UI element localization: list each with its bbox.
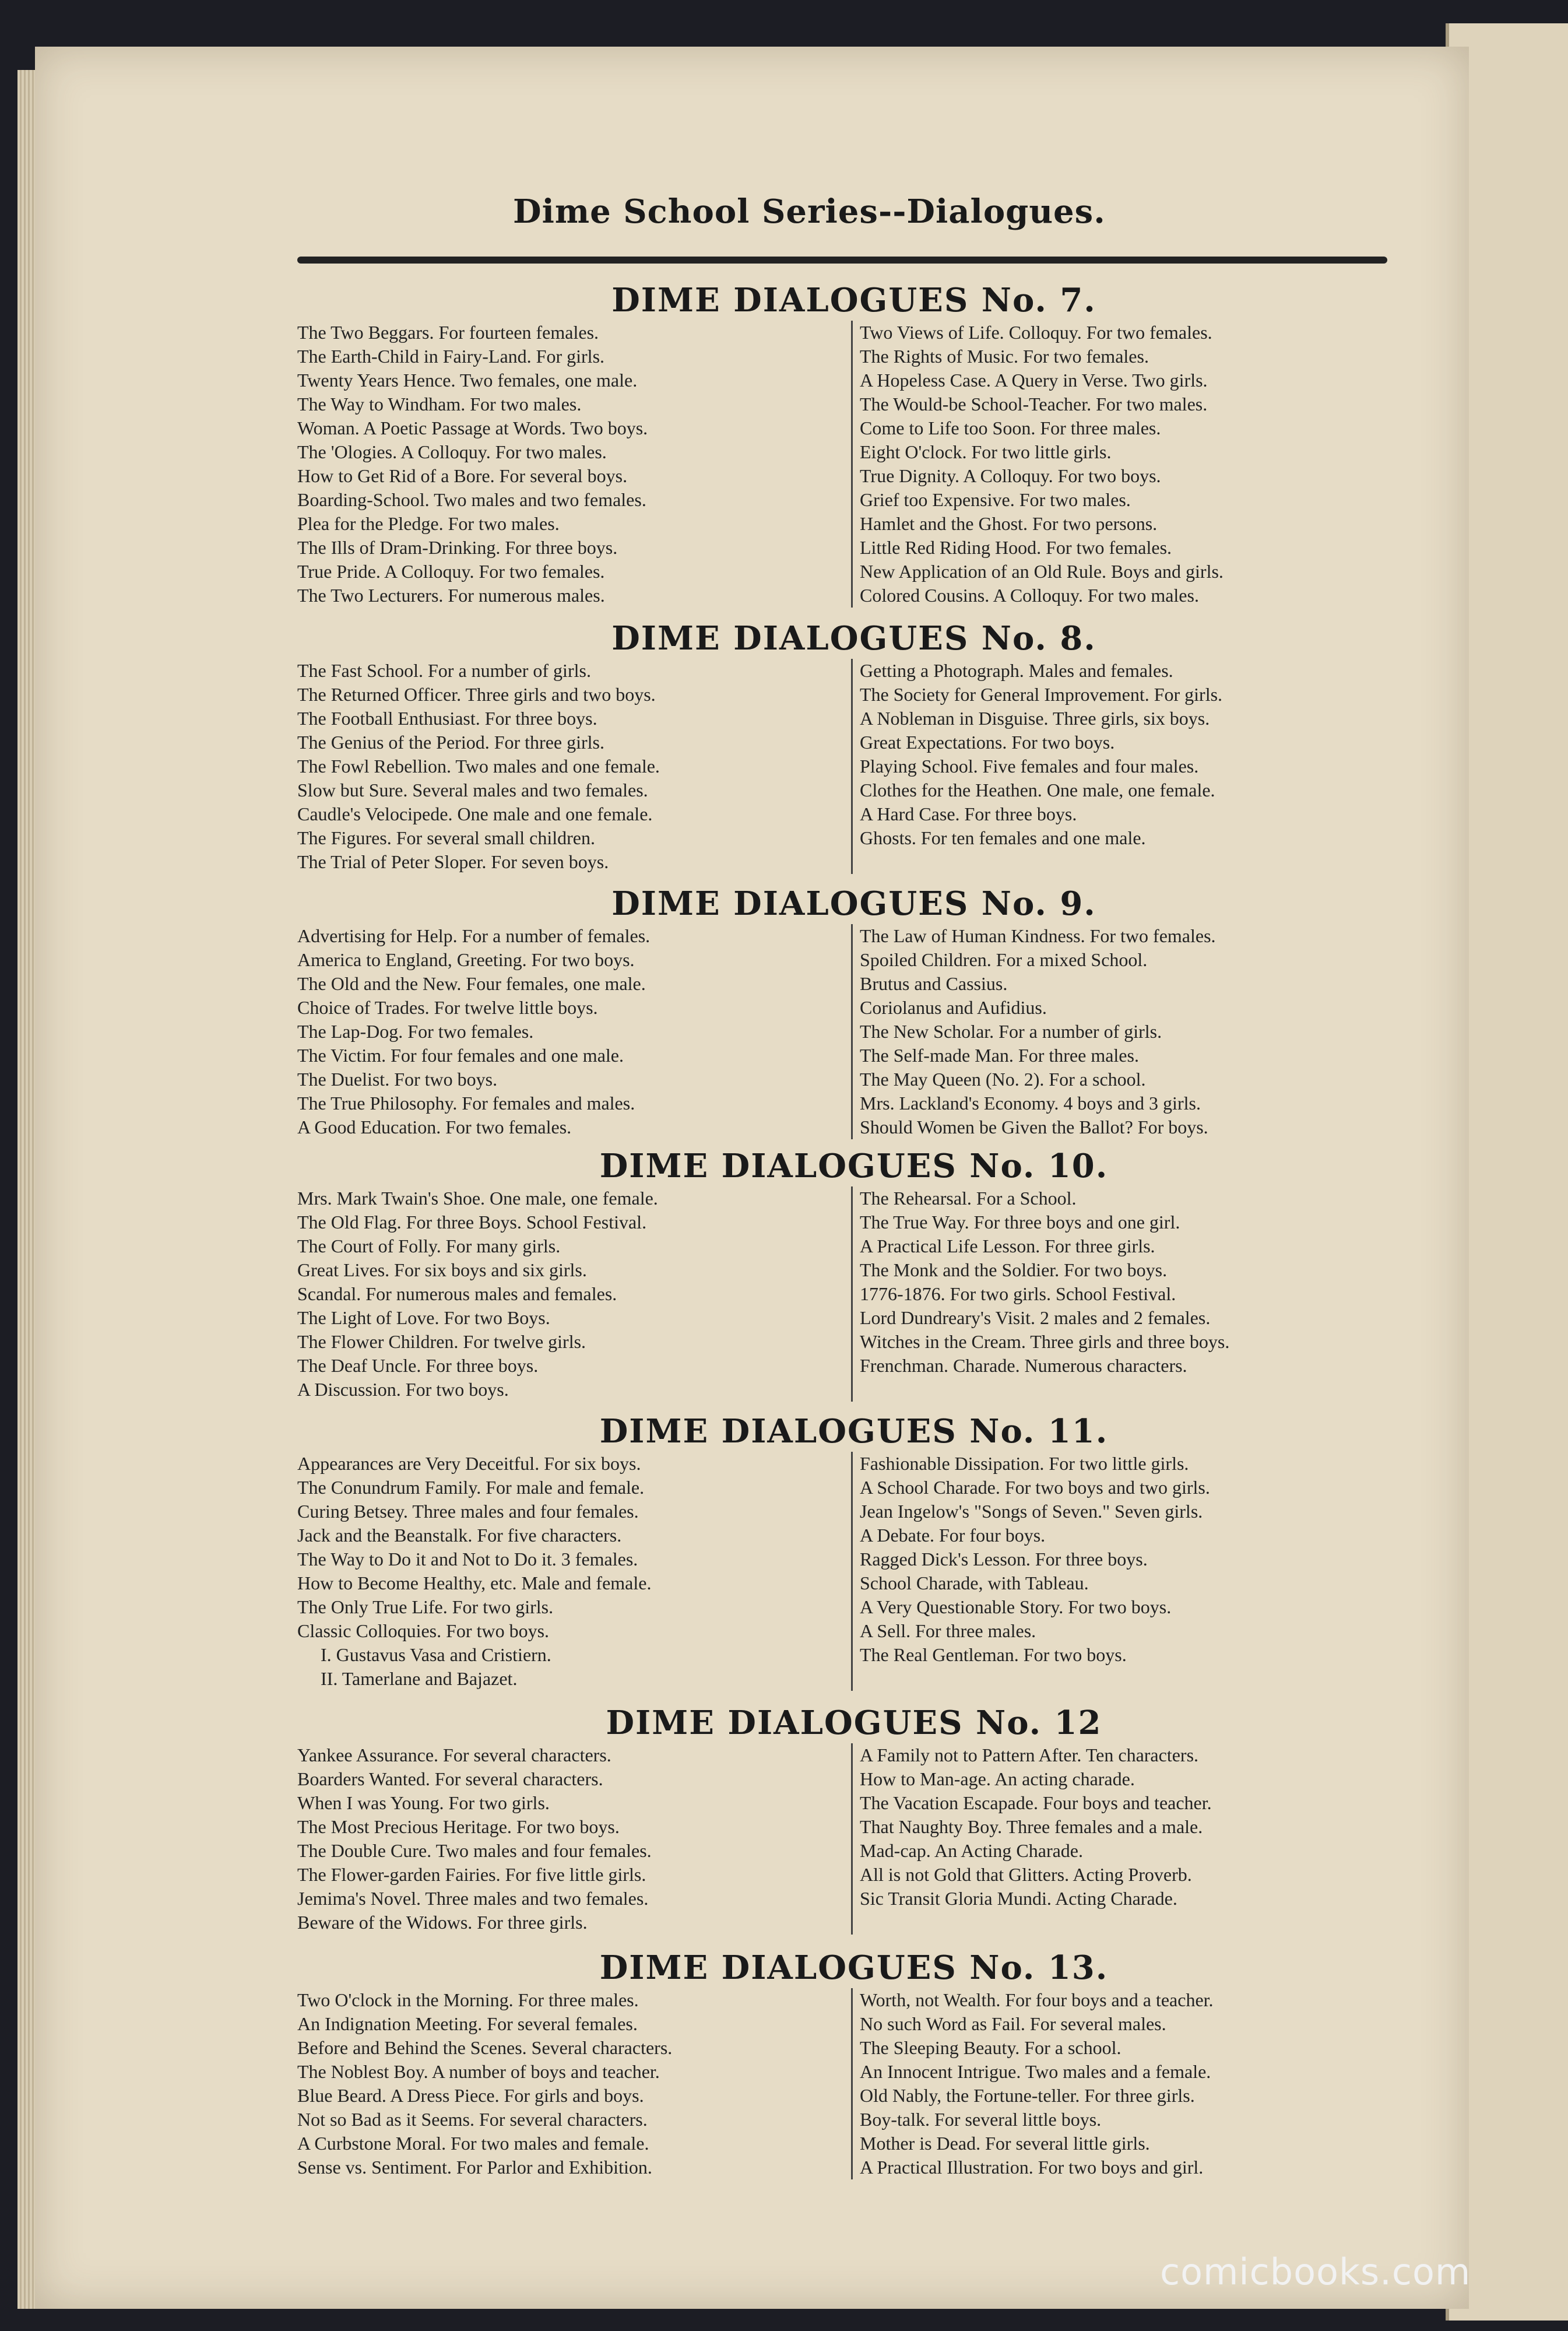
list-item: Boarding-School. Two males and two females.: [297, 489, 646, 510]
list-item: The Flower Children. For twelve girls.: [297, 1331, 586, 1352]
list-item: The Rehearsal. For a School.: [860, 1188, 1077, 1209]
list-item: Ragged Dick's Lesson. For three boys.: [860, 1549, 1148, 1570]
list-item: A Practical Life Lesson. For three girls.: [860, 1235, 1155, 1256]
list-item: The Society for General Improvement. For girls.: [860, 684, 1223, 705]
right-column: [851, 659, 1408, 874]
list-item: Boarders Wanted. For several characters.: [297, 1768, 603, 1789]
list-item: Lord Dundreary's Visit. 2 males and 2 females.: [860, 1307, 1211, 1328]
list-item: School Charade, with Tableau.: [860, 1572, 1089, 1593]
page-header: Dime School Series--Dialogues.: [513, 192, 1106, 231]
list-item: 1776-1876. For two girls. School Festival.: [860, 1283, 1176, 1304]
list-item: Advertising for Help. For a number of females.: [297, 925, 651, 946]
left-column: [297, 1743, 851, 1935]
list-item: The Lap-Dog. For two females.: [297, 1021, 534, 1042]
list-item: The Deaf Uncle. For three boys.: [297, 1355, 539, 1376]
list-item: The Earth-Child in Fairy-Land. For girls.: [297, 346, 605, 367]
list-item: Jack and the Beanstalk. For five characters.: [297, 1525, 622, 1546]
list-item: I. Gustavus Vasa and Cristiern.: [321, 1644, 551, 1665]
list-item: Slow but Sure. Several males and two females.: [297, 780, 648, 801]
list-item: The May Queen (No. 2). For a school.: [860, 1069, 1146, 1090]
section-no-10: [297, 1146, 1411, 1402]
list-item: How to Man-age. An acting charade.: [860, 1768, 1135, 1789]
section-title: DIME DIALOGUES No. 9.: [611, 884, 1096, 923]
list-item: Come to Life too Soon. For three males.: [860, 417, 1161, 438]
list-item: Witches in the Cream. Three girls and three boys.: [860, 1331, 1230, 1352]
list-item: Coriolanus and Aufidius.: [860, 997, 1047, 1018]
section-title: DIME DIALOGUES No. 12: [606, 1704, 1102, 1742]
list-item: Beware of the Widows. For three girls.: [297, 1912, 588, 1933]
list-item: Should Women be Given the Ballot? For boys.: [860, 1117, 1208, 1138]
list-item: The Football Enthusiast. For three boys.: [297, 708, 597, 729]
list-item: A Practical Illustration. For two boys and girl.: [860, 2157, 1204, 2178]
list-item: Plea for the Pledge. For two males.: [297, 513, 560, 534]
list-item: The Way to Do it and Not to Do it. 3 females.: [297, 1549, 638, 1570]
list-item: The Way to Windham. For two males.: [297, 394, 582, 415]
list-item: The Court of Folly. For many girls.: [297, 1235, 561, 1256]
list-item: True Pride. A Colloquy. For two females.: [297, 561, 605, 582]
list-item: How to Become Healthy, etc. Male and female.: [297, 1572, 652, 1593]
list-item: Great Expectations. For two boys.: [860, 732, 1115, 753]
list-item: Hamlet and the Ghost. For two persons.: [860, 513, 1158, 534]
list-item: Eight O'clock. For two little girls.: [860, 441, 1112, 462]
left-column: [297, 1452, 851, 1691]
list-item: The Conundrum Family. For male and female.: [297, 1477, 645, 1498]
list-item: A Curbstone Moral. For two males and female.: [297, 2133, 649, 2154]
list-item: The Two Beggars. For fourteen females.: [297, 322, 599, 343]
left-column: [297, 1988, 851, 2179]
list-item: The Only True Life. For two girls.: [297, 1596, 554, 1617]
list-item: The Returned Officer. Three girls and two boys.: [297, 684, 656, 705]
list-item: Ghosts. For ten females and one male.: [860, 827, 1146, 848]
list-item: Grief too Expensive. For two males.: [860, 489, 1131, 510]
list-item: Spoiled Children. For a mixed School.: [860, 949, 1148, 970]
list-item: The True Way. For three boys and one girl.: [860, 1212, 1180, 1233]
list-item: Jean Ingelow's "Songs of Seven." Seven girls.: [860, 1501, 1203, 1522]
list-item: Playing School. Five females and four males.: [860, 756, 1199, 777]
list-item: Curing Betsey. Three males and four females.: [297, 1501, 639, 1522]
list-item: Little Red Riding Hood. For two females.: [860, 537, 1172, 558]
list-item: Appearances are Very Deceitful. For six boys.: [297, 1453, 641, 1474]
list-item: Twenty Years Hence. Two females, one male.: [297, 370, 638, 391]
section-title: DIME DIALOGUES No. 8.: [611, 619, 1096, 658]
list-item: The Old and the New. Four females, one male.: [297, 973, 646, 994]
list-item: The Would-be School-Teacher. For two males.: [860, 394, 1208, 415]
list-item: The Flower-garden Fairies. For five little girls.: [297, 1864, 646, 1885]
right-column: [851, 1186, 1408, 1402]
right-column: [851, 1452, 1408, 1691]
list-item: The Most Precious Heritage. For two boys.: [297, 1816, 620, 1837]
list-item: Jemima's Novel. Three males and two females.: [297, 1888, 649, 1909]
section-title: DIME DIALOGUES No. 10.: [599, 1147, 1109, 1185]
list-item: A Nobleman in Disguise. Three girls, six boys.: [860, 708, 1210, 729]
list-item: True Dignity. A Colloquy. For two boys.: [860, 465, 1161, 486]
list-item: The Light of Love. For two Boys.: [297, 1307, 550, 1328]
list-item: Mrs. Mark Twain's Shoe. One male, one female.: [297, 1188, 658, 1209]
list-item: No such Word as Fail. For several males.: [860, 2013, 1166, 2034]
list-item: How to Get Rid of a Bore. For several boys.: [297, 465, 628, 486]
list-item: The True Philosophy. For females and males.: [297, 1093, 635, 1114]
list-item: Caudle's Velocipede. One male and one female.: [297, 803, 653, 824]
list-item: The Noblest Boy. A number of boys and teacher.: [297, 2061, 660, 2082]
section-no-13: [297, 1947, 1411, 2179]
right-column: [851, 1988, 1408, 2179]
section-no-8: [297, 618, 1411, 874]
list-item: Scandal. For numerous males and females.: [297, 1283, 617, 1304]
list-item: The Figures. For several small children.: [297, 827, 595, 848]
list-item: Mrs. Lackland's Economy. 4 boys and 3 girls.: [860, 1093, 1201, 1114]
list-item: That Naughty Boy. Three females and a male.: [860, 1816, 1203, 1837]
list-item: Blue Beard. A Dress Piece. For girls and boys.: [297, 2085, 644, 2106]
list-item: Sic Transit Gloria Mundi. Acting Charade.: [860, 1888, 1177, 1909]
list-item: Colored Cousins. A Colloquy. For two males.: [860, 585, 1199, 606]
list-item: Worth, not Wealth. For four boys and a teacher.: [860, 1989, 1214, 2010]
list-item: The Two Lecturers. For numerous males.: [297, 585, 605, 606]
list-item: A Hard Case. For three boys.: [860, 803, 1077, 824]
list-item: A School Charade. For two boys and two girls.: [860, 1477, 1210, 1498]
list-item: Mother is Dead. For several little girls.: [860, 2133, 1150, 2154]
section-no-9: [297, 883, 1411, 1139]
list-item: The Fowl Rebellion. Two males and one female.: [297, 756, 660, 777]
list-item: Brutus and Cassius.: [860, 973, 1008, 994]
list-item: Getting a Photograph. Males and females.: [860, 660, 1173, 681]
list-item: The Duelist. For two boys.: [297, 1069, 498, 1090]
list-item: Yankee Assurance. For several characters.: [297, 1744, 611, 1765]
list-item: All is not Gold that Glitters. Acting Proverb.: [860, 1864, 1192, 1885]
list-item: Great Lives. For six boys and six girls.: [297, 1259, 587, 1280]
section-title: DIME DIALOGUES No. 13.: [599, 1949, 1109, 1987]
list-item: A Debate. For four boys.: [860, 1525, 1046, 1546]
list-item: The Ills of Dram-Drinking. For three boys.: [297, 537, 618, 558]
list-item: New Application of an Old Rule. Boys and girls.: [860, 561, 1224, 582]
list-item: The Vacation Escapade. Four boys and teacher.: [860, 1792, 1212, 1813]
left-column: [297, 1186, 851, 1402]
list-item: The Fast School. For a number of girls.: [297, 660, 591, 681]
list-item: A Sell. For three males.: [860, 1620, 1036, 1641]
site-watermark: comicbooks.com: [1160, 2251, 1471, 2293]
list-item: The Rights of Music. For two females.: [860, 346, 1149, 367]
list-item: The Genius of the Period. For three girls.: [297, 732, 604, 753]
list-item: A Good Education. For two females.: [297, 1117, 572, 1138]
list-item: Classic Colloquies. For two boys.: [297, 1620, 550, 1641]
list-item: The 'Ologies. A Colloquy. For two males.: [297, 441, 607, 462]
list-item: Two O'clock in the Morning. For three males.: [297, 1989, 639, 2010]
section-title: DIME DIALOGUES No. 11.: [599, 1412, 1109, 1451]
list-item: The Sleeping Beauty. For a school.: [860, 2037, 1121, 2058]
list-item: The Old Flag. For three Boys. School Festival.: [297, 1212, 647, 1233]
list-item: Two Views of Life. Colloquy. For two females.: [860, 322, 1212, 343]
header-rule: [297, 257, 1387, 264]
list-item: The New Scholar. For a number of girls.: [860, 1021, 1162, 1042]
list-item: The Double Cure. Two males and four females.: [297, 1840, 652, 1861]
left-column: [297, 924, 851, 1139]
list-item: A Hopeless Case. A Query in Verse. Two girls.: [860, 370, 1208, 391]
left-column: [297, 321, 851, 608]
list-item: Not so Bad as it Seems. For several characters.: [297, 2109, 648, 2130]
section-title: DIME DIALOGUES No. 7.: [611, 281, 1096, 320]
list-item: Boy-talk. For several little boys.: [860, 2109, 1102, 2130]
list-item: Fashionable Dissipation. For two little girls.: [860, 1453, 1189, 1474]
list-item: Old Nably, the Fortune-teller. For three girls.: [860, 2085, 1195, 2106]
list-item: Sense vs. Sentiment. For Parlor and Exhibition.: [297, 2157, 652, 2178]
list-item: A Discussion. For two boys.: [297, 1379, 509, 1400]
list-item: II. Tamerlane and Bajazet.: [321, 1668, 518, 1689]
list-item: Before and Behind the Scenes. Several characters.: [297, 2037, 673, 2058]
section-no-11: [297, 1411, 1411, 1691]
list-item: An Innocent Intrigue. Two males and a female.: [860, 2061, 1211, 2082]
list-item: Mad-cap. An Acting Charade.: [860, 1840, 1083, 1861]
list-item: Woman. A Poetic Passage at Words. Two boys.: [297, 417, 648, 438]
list-item: Clothes for the Heathen. One male, one female.: [860, 780, 1215, 801]
right-column: [851, 924, 1408, 1139]
list-item: Choice of Trades. For twelve little boys.: [297, 997, 598, 1018]
list-item: Frenchman. Charade. Numerous characters.: [860, 1355, 1187, 1376]
right-column: [851, 1743, 1408, 1935]
list-item: A Family not to Pattern After. Ten characters.: [860, 1744, 1199, 1765]
list-item: The Trial of Peter Sloper. For seven boys.: [297, 851, 609, 872]
list-item: When I was Young. For two girls.: [297, 1792, 550, 1813]
list-item: The Self-made Man. For three males.: [860, 1045, 1139, 1066]
left-column: [297, 659, 851, 874]
list-item: The Real Gentleman. For two boys.: [860, 1644, 1127, 1665]
list-item: An Indignation Meeting. For several females.: [297, 2013, 638, 2034]
list-item: The Victim. For four females and one male.: [297, 1045, 624, 1066]
list-item: The Monk and the Soldier. For two boys.: [860, 1259, 1168, 1280]
section-no-12: [297, 1702, 1411, 1935]
list-item: A Very Questionable Story. For two boys.: [860, 1596, 1172, 1617]
right-column: [851, 321, 1408, 608]
list-item: The Law of Human Kindness. For two females.: [860, 925, 1216, 946]
list-item: America to England, Greeting. For two boys.: [297, 949, 635, 970]
section-no-7: [297, 280, 1411, 608]
